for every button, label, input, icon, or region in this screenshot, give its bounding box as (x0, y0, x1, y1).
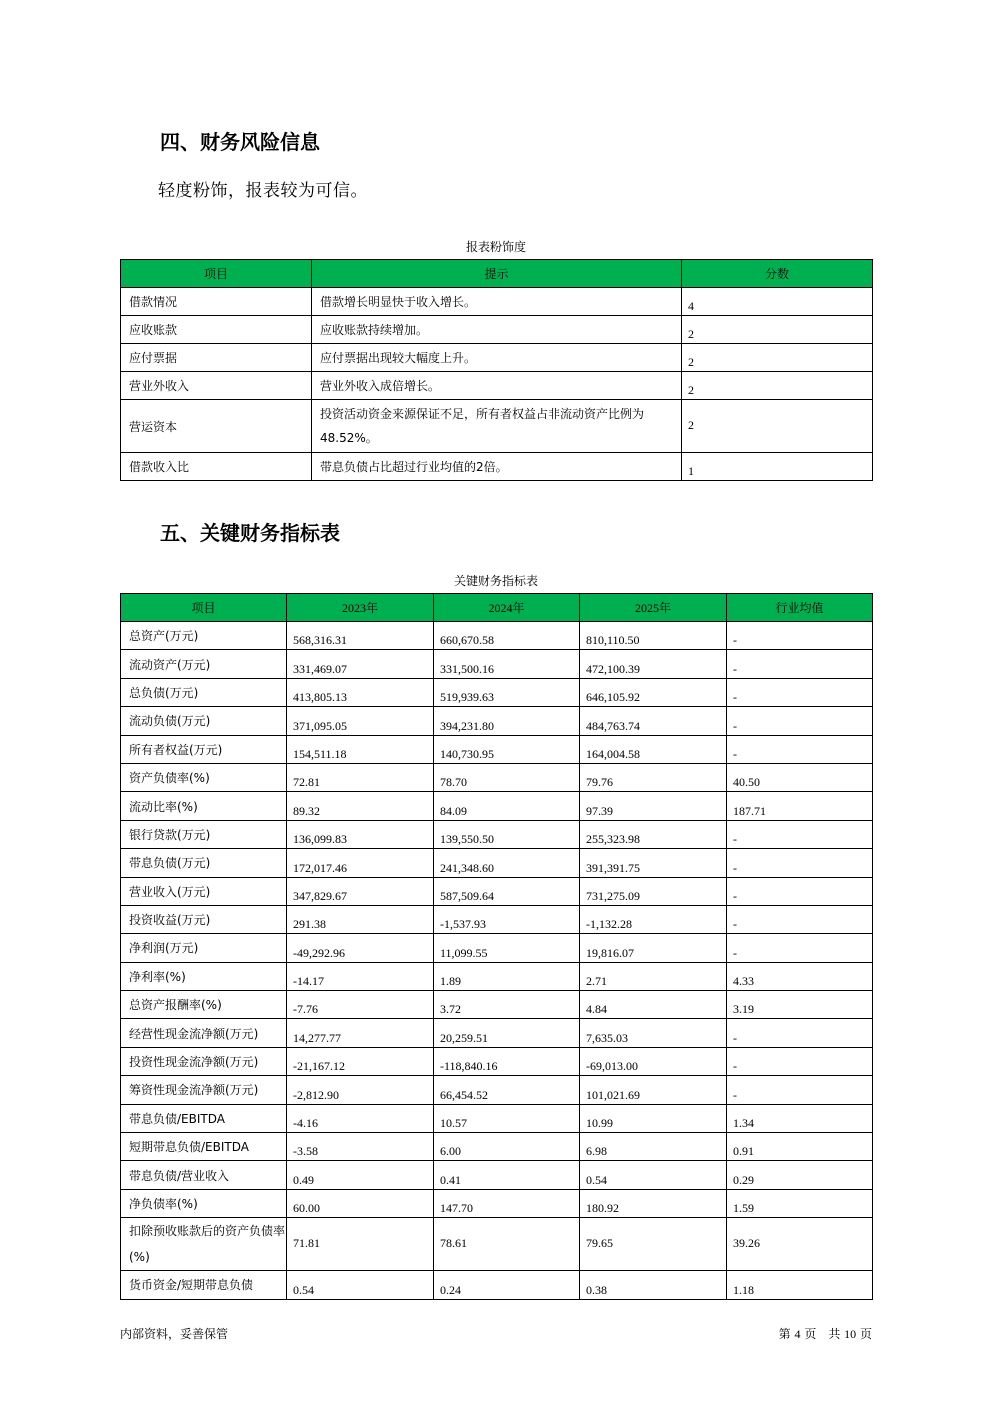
row-item: 银行贷款(万元) (121, 820, 287, 848)
row-2025: 10.99 (580, 1104, 727, 1132)
row-2025: 4.84 (580, 991, 727, 1019)
table-row (121, 877, 873, 905)
col-header-item: 项目 (121, 594, 287, 622)
risk-summary: 轻度粉饰，报表较为可信。 (158, 181, 368, 201)
table-row (121, 400, 873, 453)
col-header-2023: 2023年 (287, 594, 434, 622)
col-header-item: 项目 (121, 260, 312, 288)
table-row (121, 934, 873, 962)
row-item: 所有者权益(万元) (121, 735, 287, 763)
row-2025: 19,816.07 (580, 934, 727, 962)
row-2024: 1.89 (434, 962, 580, 990)
row-2024: 241,348.60 (434, 849, 580, 877)
row-2025: 472,100.39 (580, 650, 727, 678)
row-item: 流动比率(%) (121, 792, 287, 820)
row-2023: 72.81 (287, 763, 434, 791)
page-suffix: 页 (859, 1327, 872, 1341)
row-2024: 139,550.50 (434, 820, 580, 848)
table-row (121, 1161, 873, 1189)
row-item: 带息负债/营业收入 (121, 1161, 287, 1189)
row-2023: -21,167.12 (287, 1047, 434, 1075)
row-item: 资产负债率(%) (121, 763, 287, 791)
row-2023: -3.58 (287, 1133, 434, 1161)
row-industry-avg: - (727, 735, 873, 763)
row-2025: 0.38 (580, 1271, 727, 1299)
row-2023: -7.76 (287, 991, 434, 1019)
row-2024: 0.24 (434, 1271, 580, 1299)
row-2025: 101,021.69 (580, 1076, 727, 1104)
row-2024: 78.70 (434, 763, 580, 791)
row-2023: 331,469.07 (287, 650, 434, 678)
row-2025: 180.92 (580, 1189, 727, 1217)
row-item: 扣除预收账款后的资产负债率(%) (121, 1218, 287, 1271)
row-2023: 14,277.77 (287, 1019, 434, 1047)
row-industry-avg: 0.29 (727, 1161, 873, 1189)
table-row (121, 1133, 873, 1161)
row-industry-avg: - (727, 1076, 873, 1104)
row-item: 营运资本 (121, 400, 312, 453)
row-2025: -69,013.00 (580, 1047, 727, 1075)
row-2025: 731,275.09 (580, 877, 727, 905)
row-2025: 6.98 (580, 1133, 727, 1161)
page-mid: 页 共 (804, 1327, 841, 1341)
row-item: 投资性现金流净额(万元) (121, 1047, 287, 1075)
row-2025: 164,004.58 (580, 735, 727, 763)
row-item: 总资产(万元) (121, 622, 287, 650)
row-item: 应收账款 (121, 316, 312, 344)
row-industry-avg: 1.34 (727, 1104, 873, 1132)
row-2025: 255,323.98 (580, 820, 727, 848)
table-row (121, 792, 873, 820)
whitewash-table (120, 259, 873, 481)
section4-heading: 四、财务风险信息 (160, 130, 320, 154)
row-hint: 投资活动资金来源保证不足，所有者权益占非流动资产比例为48.52%。 (312, 400, 682, 453)
row-2024: 331,500.16 (434, 650, 580, 678)
row-2023: 568,316.31 (287, 622, 434, 650)
indicators-table (120, 593, 873, 1300)
row-2025: 79.76 (580, 763, 727, 791)
row-2024: 11,099.55 (434, 934, 580, 962)
footer-note: 内部资料，妥善保管 (120, 1327, 229, 1341)
row-industry-avg: 1.59 (727, 1189, 873, 1217)
table-row (121, 1076, 873, 1104)
row-industry-avg: - (727, 905, 873, 933)
page-number (779, 1325, 872, 1342)
row-score: 2 (682, 400, 873, 453)
row-item: 货币资金/短期带息负债 (121, 1271, 287, 1299)
row-2024: -118,840.16 (434, 1047, 580, 1075)
row-item: 营业外收入 (121, 372, 312, 400)
row-2023: -14.17 (287, 962, 434, 990)
row-2023: -2,812.90 (287, 1076, 434, 1104)
row-2024: 20,259.51 (434, 1019, 580, 1047)
row-2023: 60.00 (287, 1189, 434, 1217)
row-2024: 394,231.80 (434, 707, 580, 735)
row-industry-avg: - (727, 877, 873, 905)
row-industry-avg: 40.50 (727, 763, 873, 791)
row-2023: -49,292.96 (287, 934, 434, 962)
row-hint: 带息负债占比超过行业均值的2倍。 (312, 453, 682, 481)
row-2024: 0.41 (434, 1161, 580, 1189)
table-row (121, 1218, 873, 1271)
row-2025: 391,391.75 (580, 849, 727, 877)
row-2024: 587,509.64 (434, 877, 580, 905)
row-score: 1 (682, 453, 873, 481)
row-2023: 89.32 (287, 792, 434, 820)
row-hint: 借款增长明显快于收入增长。 (312, 288, 682, 316)
table-row (121, 962, 873, 990)
col-header-score: 分数 (682, 260, 873, 288)
whitewash-table-caption: 报表粉饰度 (465, 240, 526, 254)
row-hint: 营业外收入成倍增长。 (312, 372, 682, 400)
row-item: 总负债(万元) (121, 678, 287, 706)
row-industry-avg: - (727, 707, 873, 735)
table-row (121, 622, 873, 650)
row-2024: 6.00 (434, 1133, 580, 1161)
table-row (121, 372, 873, 400)
row-item: 净利润(万元) (121, 934, 287, 962)
row-item: 借款收入比 (121, 453, 312, 481)
row-2025: 7,635.03 (580, 1019, 727, 1047)
row-2023: 291.38 (287, 905, 434, 933)
table-row (121, 905, 873, 933)
table-row (121, 316, 873, 344)
col-header-2024: 2024年 (434, 594, 580, 622)
table-row (121, 1047, 873, 1075)
row-item: 应付票据 (121, 344, 312, 372)
row-industry-avg: - (727, 849, 873, 877)
row-item: 投资收益(万元) (121, 905, 287, 933)
row-2024: 660,670.58 (434, 622, 580, 650)
section5-heading: 五、关键财务指标表 (160, 521, 340, 545)
table-row (121, 735, 873, 763)
row-industry-avg: - (727, 820, 873, 848)
row-industry-avg: - (727, 1019, 873, 1047)
table-header-row (121, 594, 873, 622)
page-current: 4 (794, 1327, 801, 1341)
row-2025: 2.71 (580, 962, 727, 990)
row-2024: 78.61 (434, 1218, 580, 1271)
row-2023: 0.54 (287, 1271, 434, 1299)
row-2025: 97.39 (580, 792, 727, 820)
row-2023: 347,829.67 (287, 877, 434, 905)
table-row (121, 991, 873, 1019)
row-2023: 413,805.13 (287, 678, 434, 706)
row-2024: 3.72 (434, 991, 580, 1019)
table-row (121, 288, 873, 316)
table-row (121, 678, 873, 706)
row-industry-avg: 0.91 (727, 1133, 873, 1161)
row-industry-avg: 4.33 (727, 962, 873, 990)
row-item: 营业收入(万元) (121, 877, 287, 905)
row-item: 筹资性现金流净额(万元) (121, 1076, 287, 1104)
row-2023: 0.49 (287, 1161, 434, 1189)
row-2024: 66,454.52 (434, 1076, 580, 1104)
page-total: 10 (844, 1327, 857, 1341)
col-header-industry-avg: 行业均值 (727, 594, 873, 622)
indicators-table-caption: 关键财务指标表 (453, 574, 538, 588)
row-2025: 810,110.50 (580, 622, 727, 650)
table-row (121, 849, 873, 877)
row-score: 2 (682, 372, 873, 400)
table-row (121, 763, 873, 791)
row-score: 4 (682, 288, 873, 316)
row-score: 2 (682, 316, 873, 344)
row-2023: 71.81 (287, 1218, 434, 1271)
row-industry-avg: 1.18 (727, 1271, 873, 1299)
row-2023: 136,099.83 (287, 820, 434, 848)
row-industry-avg: - (727, 1047, 873, 1075)
table-row (121, 820, 873, 848)
page-prefix: 第 (778, 1327, 791, 1341)
row-2024: 10.57 (434, 1104, 580, 1132)
row-2025: 484,763.74 (580, 707, 727, 735)
row-industry-avg: 39.26 (727, 1218, 873, 1271)
row-item: 净负债率(%) (121, 1189, 287, 1217)
table-row (121, 1019, 873, 1047)
row-industry-avg: - (727, 622, 873, 650)
row-2025: 0.54 (580, 1161, 727, 1189)
table-row (121, 650, 873, 678)
row-2024: 147.70 (434, 1189, 580, 1217)
row-industry-avg: - (727, 934, 873, 962)
row-2025: 646,105.92 (580, 678, 727, 706)
row-2023: 154,511.18 (287, 735, 434, 763)
row-2025: -1,132.28 (580, 905, 727, 933)
row-item: 短期带息负债/EBITDA (121, 1133, 287, 1161)
row-2024: 519,939.63 (434, 678, 580, 706)
row-item: 经营性现金流净额(万元) (121, 1019, 287, 1047)
row-item: 流动负债(万元) (121, 707, 287, 735)
col-header-2025: 2025年 (580, 594, 727, 622)
row-2023: 172,017.46 (287, 849, 434, 877)
col-header-hint: 提示 (312, 260, 682, 288)
table-row (121, 1271, 873, 1299)
row-2025: 79.65 (580, 1218, 727, 1271)
row-hint: 应收账款持续增加。 (312, 316, 682, 344)
row-2023: 371,095.05 (287, 707, 434, 735)
table-row (121, 344, 873, 372)
row-industry-avg: - (727, 650, 873, 678)
row-hint: 应付票据出现较大幅度上升。 (312, 344, 682, 372)
row-item: 借款情况 (121, 288, 312, 316)
table-row (121, 707, 873, 735)
row-2023: -4.16 (287, 1104, 434, 1132)
table-row (121, 453, 873, 481)
row-item: 净利率(%) (121, 962, 287, 990)
row-item: 带息负债(万元) (121, 849, 287, 877)
row-item: 总资产报酬率(%) (121, 991, 287, 1019)
row-item: 带息负债/EBITDA (121, 1104, 287, 1132)
table-row (121, 1104, 873, 1132)
table-header-row (121, 260, 873, 288)
row-industry-avg: 3.19 (727, 991, 873, 1019)
row-2024: -1,537.93 (434, 905, 580, 933)
row-2024: 140,730.95 (434, 735, 580, 763)
row-industry-avg: 187.71 (727, 792, 873, 820)
row-2024: 84.09 (434, 792, 580, 820)
table-row (121, 1189, 873, 1217)
row-item: 流动资产(万元) (121, 650, 287, 678)
row-score: 2 (682, 344, 873, 372)
row-industry-avg: - (727, 678, 873, 706)
